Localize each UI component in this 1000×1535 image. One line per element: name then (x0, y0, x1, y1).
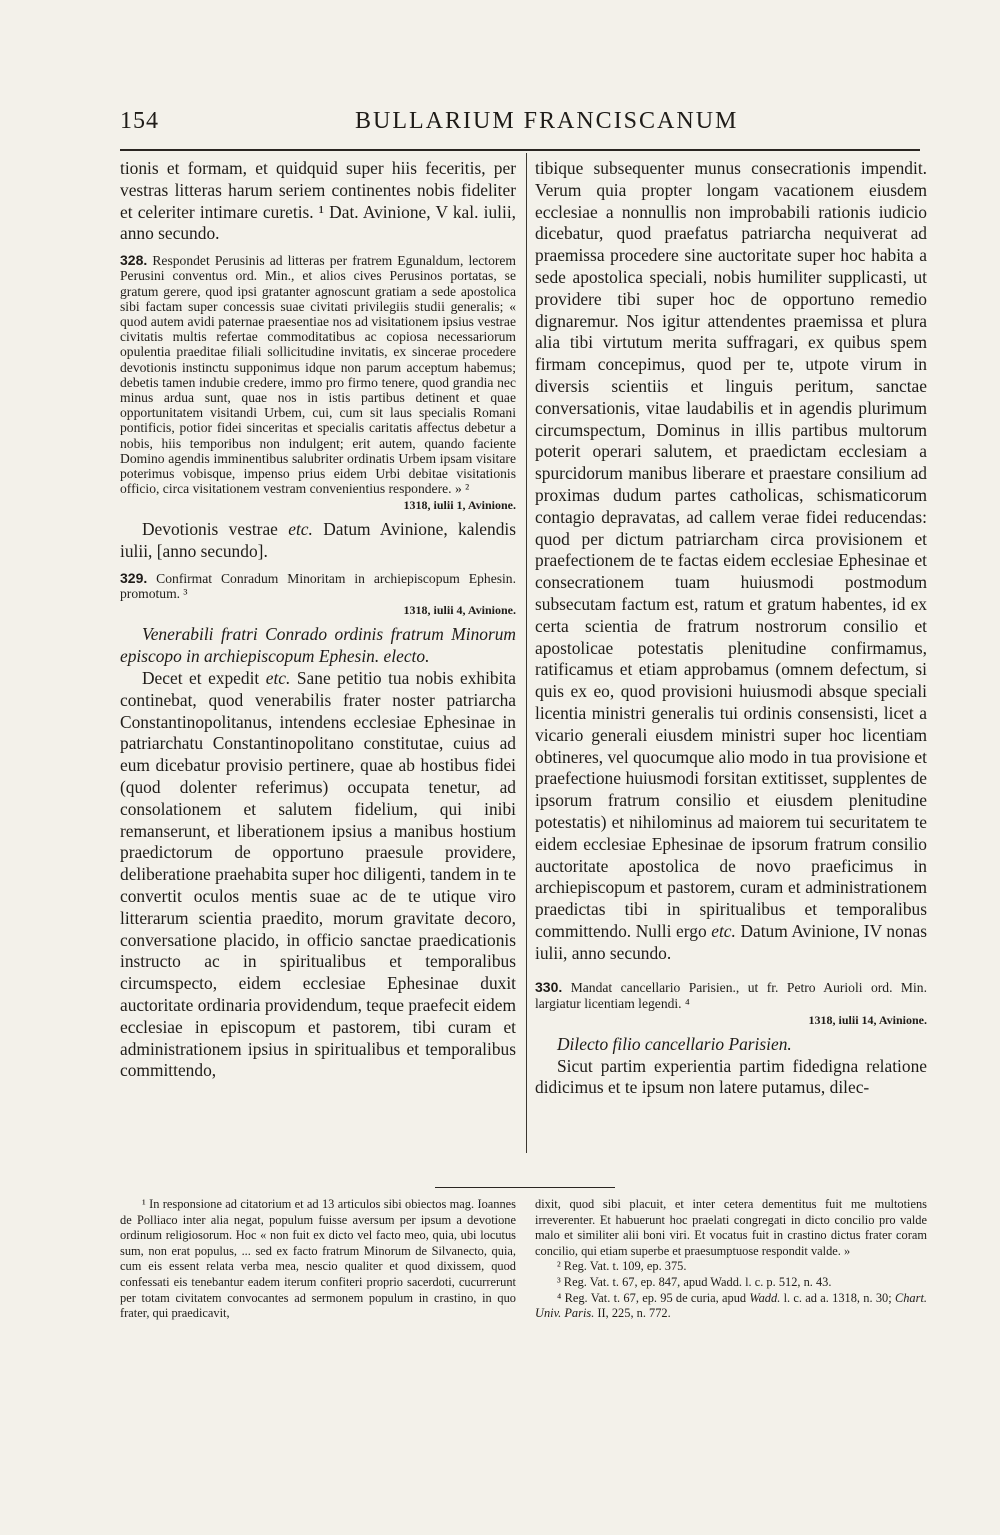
page-number: 154 (120, 108, 159, 134)
entry-address: Dilecto filio cancellario Parisien. (557, 1033, 792, 1054)
entry-329 (120, 571, 516, 1082)
summary-text: Respondet Perusinis ad litteras per fratrem Egunaldum, lectorem Perusini conventus ord. Min., et alios cives Perusinos portatas, se gratum gerere, quod ipsi gratanter agnoscunt gratiam a sede apostolica sibi factam super concessis suae civitati privilegiis studii generalis; « quod autem avidi paternae praesentiae nos ad visitationem ipsius vestrae civitatis multis refertae commoditatibus ac copiosa necessariorum opulentia praeditae filiali sollicitudine invitatis, ex sincerae procedere devotionis instinctu supponimus idque non parum acceptum habemus; debetis tamen indubie credere, immo pro firmo tenere, quod grandia nec minus ardua sunt, quae nos in istis partibus detinent et quae opportunitatem visitandi Urbem, cui, cum sit laus specialis Romani pontificis, potior fidei sinceritas et specialis caritatis affectus debetur a nobis, hiis temporibus non indulgent; erit autem, quando faciente Domino agendis imminentibus salubriter ordinatis Urbem ipsam visitare poterimus vobisque, impenso prius eidem Urbi debitae visitationis officio, circa visitationem vestram convenientius respondere. » ² (120, 253, 516, 497)
footnote-4: ⁴ Reg. Vat. t. 67, ep. 95 de curia, apud Wadd. l. c. ad a. 1318, n. 30; Chart. Univ. Paris. II, 225, n. 772. (535, 1290, 927, 1321)
entry-330 (535, 980, 927, 1099)
entry-number: 330. (535, 979, 563, 996)
continuation-text: tionis et formam, et quidquid super hiis feceritis, per vestras litteras harum seriem continentes nobis fideliter et celeriter intimare curetis. ¹ Dat. Avinione, V kal. iulii, anno secundo. (120, 158, 516, 244)
footnote-rule (435, 1187, 615, 1188)
entry-number: 328. (120, 252, 148, 269)
footnote-1-continued: dixit, quod sibi placuit, et inter cetera dementitus fuit me multotiens irreverenter. Et habuerunt hoc praelati congregati in dicto concilio pro valde malo et similiter alii boni viri. Et vocatus fuit in crastino dictus frater coram concilio, qui etiam superbe et praesumptuose respondit valde. » (535, 1197, 927, 1258)
entry-summary (535, 980, 927, 1010)
entry-address: Venerabili fratri Conrado ordinis fratrum Minorum episcopo in archiepiscopum Ephesin. electo. (120, 624, 516, 667)
entry-summary (120, 571, 516, 601)
continuation-text: tibique subsequenter munus consecrationis impendit. Verum quia propter longam vacationem eiusdem ecclesiae a nonnullis non improbabili rationis iudicio dicebatur, quod praefatus patriarcha nequiverat ad praemissa procedere sine auctoritate super hoc habita a sede apostolica speciali, nobis humiliter supplicasti, ut providere tibi super hoc de opportuno remedio dignaremur. Nos igitur attendentes praemissa et plura alia tibi virtutum merita suffragari, ex quibus spem firmam concepimus, quod per te, utpote virum in diversis scientiis et linguis peritum, sanctae conversationis, vitae laudabilis et in agendis plurimum circumspectum, Dominus in illis partibus multorum poterit operari salutem, et praedictam ecclesiam a spurcidorum manibus liberare et praestare consilium ad proximas dudum partes catholicas, schismaticorum contagio depravatas, ad callem verae fidei reducendas: quod per dictum patriarcham circa provisionem et praefectionem de te factas eidem ecclesiae Ephesinae et consecrationem tuam huiusmodi postmodum subsecutam factum est, ratum et gratum habentes, id ex certa scientia de fratrum nostrorum consilio et apostolicae potestatis plenitudine confirmamus, ratificamus et etiam approbamus (omnem defectum, si quis ex eo, quod provisioni huiusmodi absque speciali licentia ministri generalis tui ordinis consensisti, licet a vicario generali eiusdem ministri super hoc licentiam obtineres, vel quocumque alio modo in tua provisione et praefectione huiusmodi forsitan extitisset, supplentes de ipsorum fratrum consilio et eiusdem plenitudine potestatis) et nihilominus ad maiorem tui securitatem te eidem ecclesiae Ephesinae de ipsorum fratrum consilio auctoritate apostolica de novo praeficimus in archiepiscopum et pastorem, curam et administrationem praedictas tibi in spiritualibus et temporalibus committendo. Nulli ergo etc. Datum Avinione, IV nonas iulii, anno secundo. (535, 158, 927, 963)
column-divider (526, 153, 527, 1153)
left-column (120, 158, 516, 1082)
entry-number: 329. (120, 570, 148, 587)
entry-date: 1318, iulii 1, Avinione. (403, 498, 516, 513)
footnote-1: ¹ In responsione ad citatorium et ad 13 articulos sibi obiectos mag. Ioannes de Polliaco inter alia negat, populum fuisse aversum per ipsum a devotione ordinum religiosorum. Hoc « non fuit ex dicto vel facto meo, quia, ubi locutus sum, non erat populus, ... sed ex facto fratrum Minorum de Silvanecto, quia, cum eis essent relata verba mea, nescio qualiter et quod dixissem, quod confessati eis tenebantur eadem iterum confiteri proprio sacerdoti, cucurrerunt per totam civitatem convocantes ad sermonem populum in crastino, in quo frater, qui praedicavit, (120, 1197, 516, 1321)
footnote-2: ² Reg. Vat. t. 109, ep. 375. (557, 1259, 687, 1274)
summary-text: Mandat cancellario Parisien., ut fr. Petro Aurioli ord. Min. largiatur licentiam legendi. ⁴ (535, 980, 927, 1011)
entry-summary (120, 253, 516, 496)
entry-328 (120, 253, 516, 563)
footnotes-right (535, 1197, 927, 1322)
footnotes-left (120, 1197, 516, 1322)
summary-text: Confirmat Conradum Minoritam in archiepiscopum Ephesin. promotum. ³ (120, 571, 516, 602)
entry-text: Devotionis vestrae etc. Datum Avinione, kalendis iulii, [anno secundo]. (120, 519, 516, 562)
running-header (120, 108, 920, 144)
entry-date: 1318, iulii 14, Avinione. (808, 1012, 927, 1027)
running-title: BULLARIUM FRANCISCANUM (355, 108, 739, 134)
entry-text: Sicut partim experientia partim fidedigna relatione didicimus et te ipsum non latere putamus, dilec- (535, 1055, 927, 1098)
header-rule (120, 149, 920, 151)
entry-date: 1318, iulii 4, Avinione. (403, 603, 516, 618)
right-column (535, 158, 927, 1099)
footnote-3: ³ Reg. Vat. t. 67, ep. 847, apud Wadd. l. c. p. 512, n. 43. (557, 1274, 832, 1289)
entry-text: Decet et expedit etc. Sane petitio tua nobis exhibita continebat, quod venerabilis frater noster patriarcha Constantinopolitanus, intendens ecclesiae Ephesinae in patriarchatu Constantinopolitano constitutae, cuius ad eum dicebatur provisio pertinere, quae ab hostibus fidei (quod dolenter referimus) occupata tenetur, ad consolationem et salutem fidelium, qui inibi remanserunt, et liberationem ipsius a manibus hostium praedictorum de opportuno praesule providere, deliberatione praehabita super hoc diligenti, tandem in te convertit oculos mentis suae ac de te utique viro litterarum scientia praedito, morum gravitate decoro, conversatione placido, in officio sanctae praedicationis instructo ac in spiritualibus et temporalibus circumspecto, eidem ecclesiae Ephesinae duxit auctoritate ordinaria providendum, teque praefecit eidem ecclesiae in episcopum et pastorem, tibi curam et administrationem ipsius in spiritualibus et temporalibus committendo, (120, 668, 516, 1081)
